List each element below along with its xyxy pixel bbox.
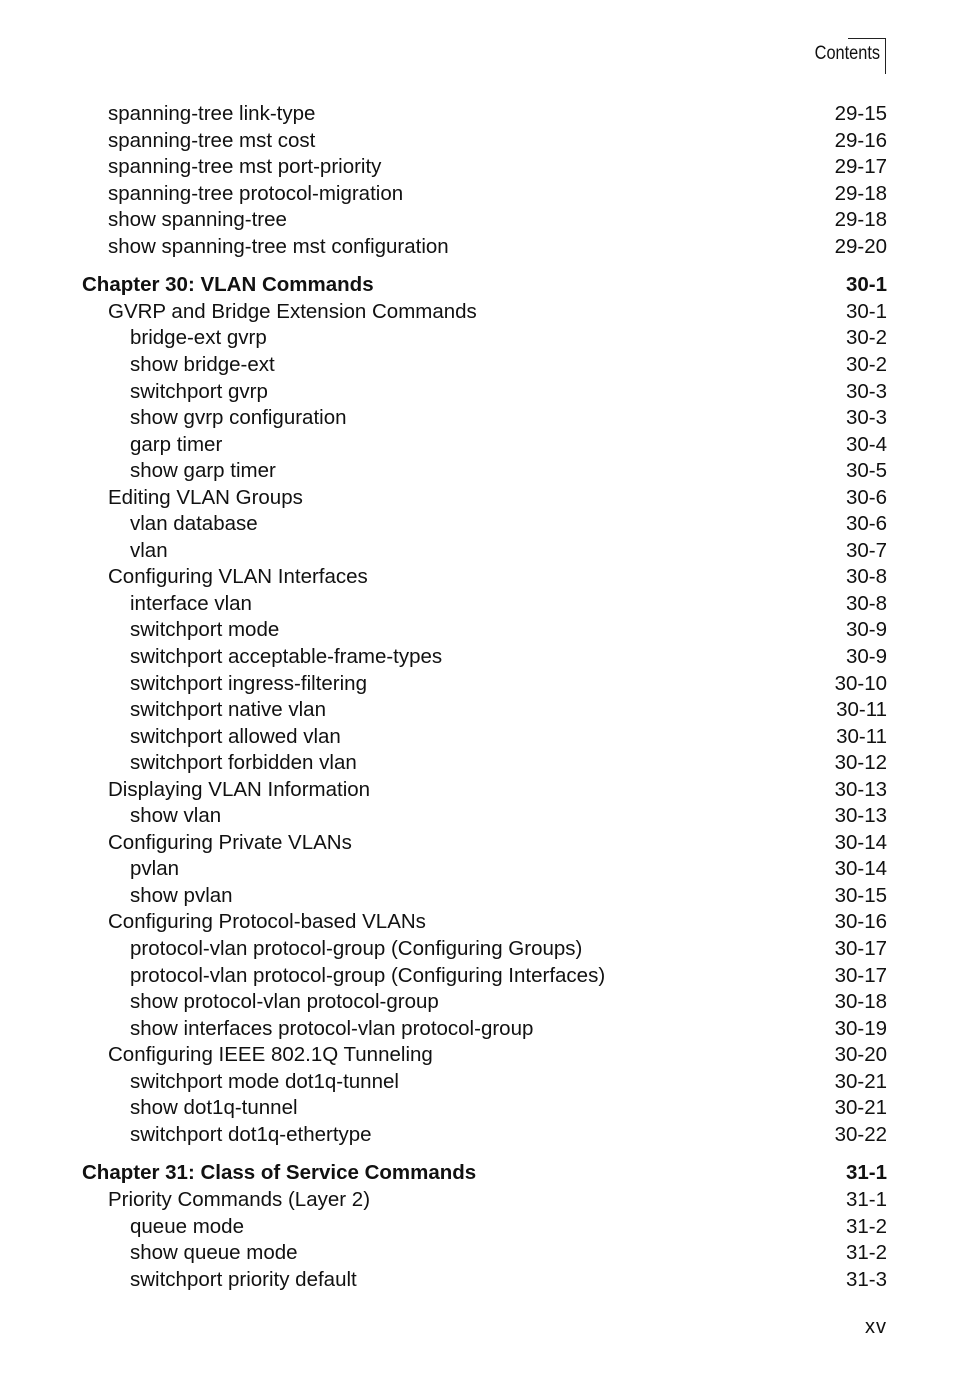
toc-entry-page: 31-2 bbox=[845, 1241, 887, 1264]
toc-entry[interactable] bbox=[0, 617, 954, 643]
toc-entry-page: 30-20 bbox=[834, 1043, 887, 1066]
toc-entry-page: 30-14 bbox=[834, 831, 887, 854]
toc-entry-page: 30-15 bbox=[834, 884, 887, 907]
toc-entry[interactable] bbox=[0, 591, 954, 617]
toc-entry-title: interface vlan bbox=[130, 592, 252, 615]
toc-entry-page: 30-18 bbox=[834, 990, 887, 1013]
toc-entry-title: switchport acceptable-frame-types bbox=[130, 645, 443, 668]
toc-entry-title: show vlan bbox=[130, 804, 222, 827]
toc-entry-title: switchport forbidden vlan bbox=[130, 751, 357, 774]
toc-entry-title: bridge-ext gvrp bbox=[130, 326, 267, 349]
toc-entry[interactable] bbox=[0, 1187, 954, 1213]
toc-entry-title: switchport dot1q-ethertype bbox=[130, 1123, 372, 1146]
toc-entry-title: show spanning-tree mst configuration bbox=[108, 235, 449, 258]
toc-entry-title: spanning-tree mst cost bbox=[108, 129, 316, 152]
toc-entry-title: pvlan bbox=[130, 857, 180, 880]
toc-entry-page: 30-13 bbox=[834, 804, 887, 827]
toc-entry[interactable] bbox=[0, 697, 954, 723]
toc-entry-page: 30-17 bbox=[834, 964, 887, 987]
toc-entry[interactable] bbox=[0, 963, 954, 989]
toc-entry-page: 30-9 bbox=[845, 618, 887, 641]
toc-chapter-entry[interactable] bbox=[0, 272, 954, 298]
toc-entry[interactable] bbox=[0, 564, 954, 590]
toc-entry-page: 30-5 bbox=[845, 459, 887, 482]
toc-entry-title: switchport mode bbox=[130, 618, 280, 641]
toc-entry-title: Configuring IEEE 802.1Q Tunneling bbox=[108, 1043, 433, 1066]
toc-entry-page: 30-16 bbox=[834, 910, 887, 933]
toc-entry[interactable] bbox=[0, 671, 954, 697]
toc-entry[interactable] bbox=[0, 181, 954, 207]
toc-entry-title: show queue mode bbox=[130, 1241, 298, 1264]
toc-entry[interactable] bbox=[0, 644, 954, 670]
toc-entry-title: spanning-tree mst port-priority bbox=[108, 155, 382, 178]
toc-entry-title: Configuring Protocol-based VLANs bbox=[108, 910, 426, 933]
toc-entry-page: 30-7 bbox=[845, 539, 887, 562]
toc-entry[interactable] bbox=[0, 1016, 954, 1042]
toc-entry-title: Configuring Private VLANs bbox=[108, 831, 352, 854]
toc-entry-page: 30-14 bbox=[834, 857, 887, 880]
toc-entry[interactable] bbox=[0, 379, 954, 405]
toc-entry-page: 30-1 bbox=[845, 273, 887, 296]
toc-entry-title: spanning-tree protocol-migration bbox=[108, 182, 404, 205]
toc-entry[interactable] bbox=[0, 750, 954, 776]
toc-entry[interactable] bbox=[0, 432, 954, 458]
toc-chapter-entry[interactable] bbox=[0, 1160, 954, 1186]
toc-entry[interactable] bbox=[0, 154, 954, 180]
toc-entry-page: 30-13 bbox=[834, 778, 887, 801]
toc-entry-title: switchport mode dot1q-tunnel bbox=[130, 1070, 399, 1093]
toc-entry-page: 30-12 bbox=[834, 751, 887, 774]
toc-entry-title: show dot1q-tunnel bbox=[130, 1096, 298, 1119]
toc-entry[interactable] bbox=[0, 207, 954, 233]
toc-entry-title: show garp timer bbox=[130, 459, 276, 482]
toc-entry-page: 30-3 bbox=[845, 406, 887, 429]
toc-entry[interactable] bbox=[0, 511, 954, 537]
toc-entry-page: 30-2 bbox=[845, 353, 887, 376]
toc-entry-title: switchport allowed vlan bbox=[130, 725, 341, 748]
toc-entry-title: switchport native vlan bbox=[130, 698, 326, 721]
toc-entry[interactable] bbox=[0, 936, 954, 962]
toc-entry-title: switchport priority default bbox=[130, 1268, 357, 1291]
toc-entry-title: switchport gvrp bbox=[130, 380, 268, 403]
toc-entry-title: GVRP and Bridge Extension Commands bbox=[108, 300, 477, 323]
toc-entry-title: Displaying VLAN Information bbox=[108, 778, 371, 801]
toc-entry-page: 29-18 bbox=[834, 182, 887, 205]
running-header: Contents bbox=[814, 43, 880, 64]
toc-entry-page: 31-3 bbox=[845, 1268, 887, 1291]
toc-entry-title: vlan database bbox=[130, 512, 258, 535]
toc-entry-page: 30-17 bbox=[834, 937, 887, 960]
toc-entry[interactable] bbox=[0, 830, 954, 856]
toc-entry[interactable] bbox=[0, 299, 954, 325]
toc-entry-title: show spanning-tree bbox=[108, 208, 287, 231]
toc-entry-page: 30-3 bbox=[845, 380, 887, 403]
toc-entry[interactable] bbox=[0, 777, 954, 803]
toc-entry[interactable] bbox=[0, 856, 954, 882]
toc-entry-title: protocol-vlan protocol-group (Configuring Groups) bbox=[130, 937, 583, 960]
toc-entry-page: 30-2 bbox=[845, 326, 887, 349]
toc-entry-page: 29-15 bbox=[834, 102, 887, 125]
toc-entry[interactable] bbox=[0, 485, 954, 511]
toc-entry[interactable] bbox=[0, 1069, 954, 1095]
toc-entry-title: vlan bbox=[130, 539, 168, 562]
header-rule-vertical bbox=[885, 38, 886, 74]
toc-entry[interactable] bbox=[0, 1042, 954, 1068]
toc-entry-page: 30-11 bbox=[836, 698, 887, 721]
toc-entry[interactable] bbox=[0, 1240, 954, 1266]
toc-entry-page: 30-6 bbox=[845, 512, 887, 535]
toc-entry-page: 29-16 bbox=[834, 129, 887, 152]
toc-entry[interactable] bbox=[0, 1122, 954, 1148]
toc-entry-title: garp timer bbox=[130, 433, 223, 456]
toc-entry[interactable] bbox=[0, 458, 954, 484]
toc-entry[interactable] bbox=[0, 803, 954, 829]
toc-entry-page: 29-18 bbox=[834, 208, 887, 231]
toc-entry-page: 30-22 bbox=[834, 1123, 887, 1146]
toc-entry[interactable] bbox=[0, 1214, 954, 1240]
toc-entry[interactable] bbox=[0, 1267, 954, 1293]
toc-entry-page: 30-10 bbox=[834, 672, 887, 695]
toc-entry-page: 30-8 bbox=[845, 565, 887, 588]
toc-entry[interactable] bbox=[0, 909, 954, 935]
toc-entry-page: 31-2 bbox=[845, 1215, 887, 1238]
toc-entry-page: 30-8 bbox=[845, 592, 887, 615]
toc-entry[interactable] bbox=[0, 128, 954, 154]
toc-entry[interactable] bbox=[0, 352, 954, 378]
header-rule-horizontal bbox=[848, 38, 886, 39]
toc-entry-page: 30-9 bbox=[845, 645, 887, 668]
toc-entry-page: 30-21 bbox=[834, 1070, 887, 1093]
toc-entry[interactable] bbox=[0, 724, 954, 750]
toc-entry-page: 31-1 bbox=[845, 1188, 887, 1211]
toc-entry-page: 30-1 bbox=[845, 300, 887, 323]
toc-entry-title: show gvrp configuration bbox=[130, 406, 347, 429]
toc-entry-title: show interfaces protocol-vlan protocol-group bbox=[130, 1017, 534, 1040]
page-number: xv bbox=[865, 1316, 887, 1338]
toc-entry-page: 30-6 bbox=[845, 486, 887, 509]
toc-entry-title: Chapter 30: VLAN Commands bbox=[82, 273, 374, 296]
toc-entry-page: 31-1 bbox=[845, 1161, 887, 1184]
toc-entry-title: queue mode bbox=[130, 1215, 244, 1238]
toc-entry[interactable] bbox=[0, 538, 954, 564]
toc-entry-page: 30-11 bbox=[836, 725, 887, 748]
toc-entry[interactable] bbox=[0, 101, 954, 127]
toc-entry-title: protocol-vlan protocol-group (Configuring Interfaces) bbox=[130, 964, 606, 987]
toc-entry-page: 30-4 bbox=[845, 433, 887, 456]
toc-entry-title: Priority Commands (Layer 2) bbox=[108, 1188, 371, 1211]
toc-entry-title: show protocol-vlan protocol-group bbox=[130, 990, 439, 1013]
toc-entry[interactable] bbox=[0, 405, 954, 431]
toc-entry-page: 30-19 bbox=[834, 1017, 887, 1040]
toc-entry[interactable] bbox=[0, 234, 954, 260]
toc-entry-page: 29-20 bbox=[834, 235, 887, 258]
toc-entry-title: switchport ingress-filtering bbox=[130, 672, 367, 695]
toc-entry-title: Chapter 31: Class of Service Commands bbox=[82, 1161, 477, 1184]
toc-entry-page: 29-17 bbox=[834, 155, 887, 178]
toc-entry-title: spanning-tree link-type bbox=[108, 102, 316, 125]
toc-entry-page: 30-21 bbox=[834, 1096, 887, 1119]
toc-entry[interactable] bbox=[0, 883, 954, 909]
toc-entry-title: show bridge-ext bbox=[130, 353, 275, 376]
toc-entry-title: show pvlan bbox=[130, 884, 233, 907]
toc-entry-title: Editing VLAN Groups bbox=[108, 486, 303, 509]
toc-entry[interactable] bbox=[0, 325, 954, 351]
toc-entry[interactable] bbox=[0, 1095, 954, 1121]
toc-entry[interactable] bbox=[0, 989, 954, 1015]
toc-entry-title: Configuring VLAN Interfaces bbox=[108, 565, 368, 588]
